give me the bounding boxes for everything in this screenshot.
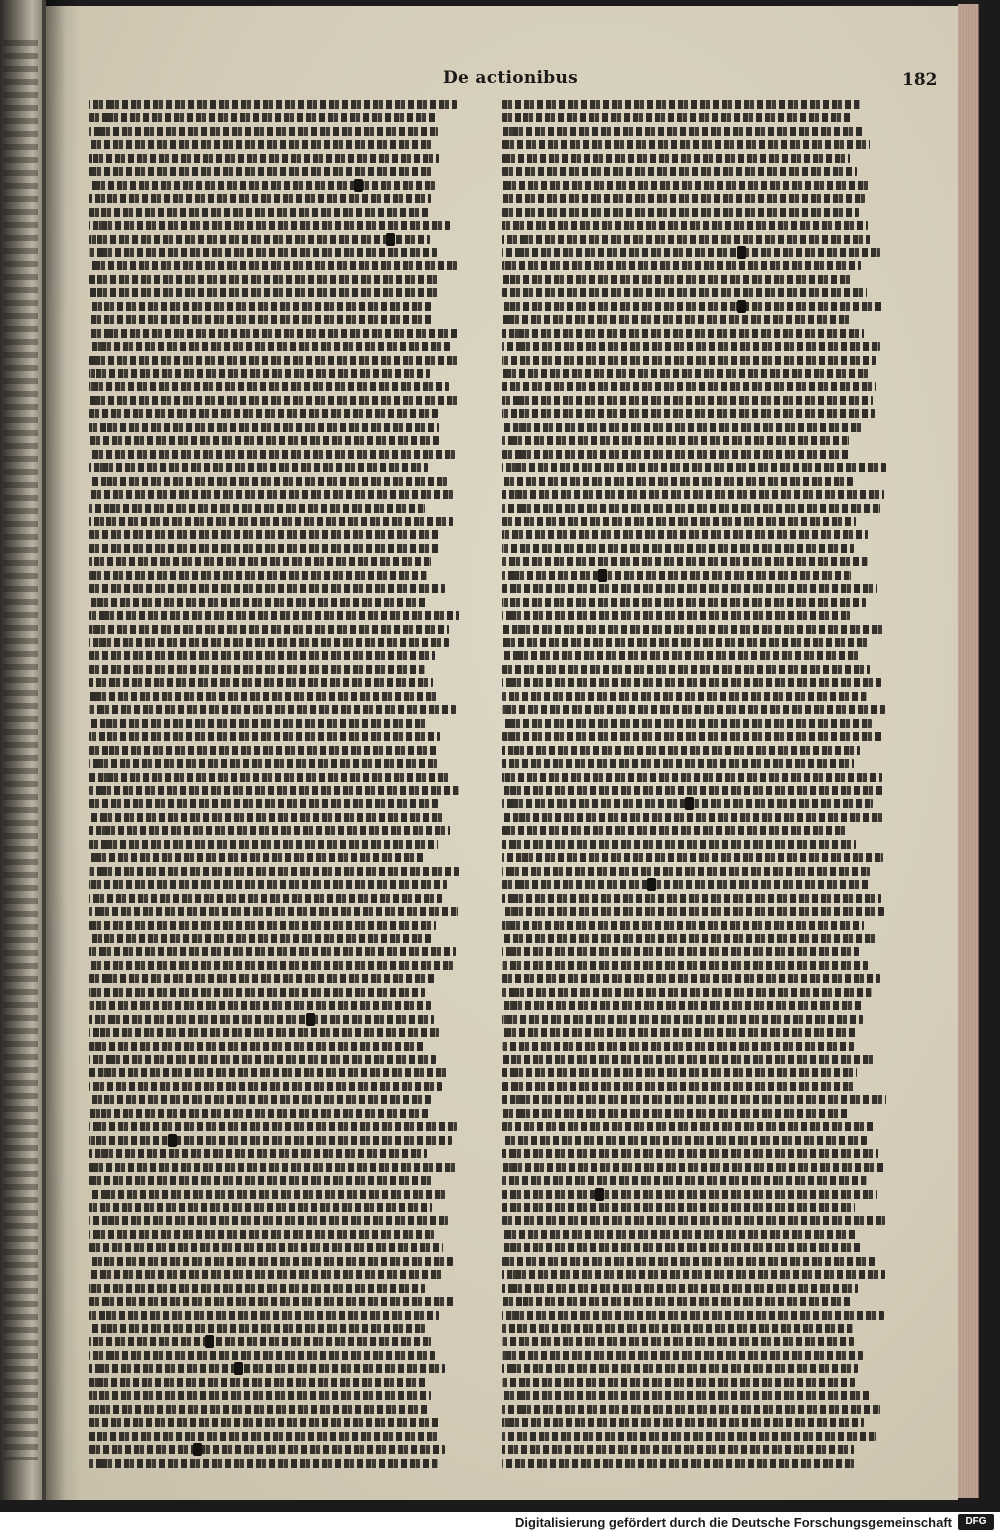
- text-line: [89, 490, 453, 499]
- text-line: [89, 1028, 439, 1037]
- text-line: [89, 1055, 436, 1064]
- paragraph-mark-icon: [737, 246, 746, 259]
- text-line: [502, 786, 883, 795]
- text-line: [502, 1095, 886, 1104]
- text-line: [502, 1337, 854, 1346]
- text-line: [502, 194, 865, 203]
- text-line: [502, 275, 852, 284]
- text-line: [89, 221, 450, 230]
- paragraph-mark-icon: [647, 878, 656, 891]
- text-line: [502, 974, 880, 983]
- text-line: [502, 208, 859, 217]
- text-line: [502, 504, 880, 513]
- text-line: [502, 450, 851, 459]
- text-line: [89, 665, 425, 674]
- text-line: [89, 947, 456, 956]
- text-line: [89, 1068, 449, 1077]
- text-line: [89, 1324, 425, 1333]
- text-line: [89, 732, 440, 741]
- text-line: [89, 1190, 445, 1199]
- text-line: [502, 571, 851, 580]
- text-line: [89, 571, 427, 580]
- text-line: [502, 1445, 854, 1454]
- text-line: [89, 1297, 456, 1306]
- text-line: [502, 867, 870, 876]
- text-line: [502, 1082, 856, 1091]
- text-line: [89, 840, 438, 849]
- text-line: [502, 1364, 858, 1373]
- text-line: [89, 356, 460, 365]
- text-line: [89, 463, 428, 472]
- text-line: [89, 611, 459, 620]
- text-line: [502, 826, 848, 835]
- text-line: [502, 934, 876, 943]
- text-line: [502, 1459, 854, 1468]
- text-line: [89, 436, 439, 445]
- text-line: [502, 154, 850, 163]
- text-line: [89, 409, 438, 418]
- text-line: [89, 1445, 445, 1454]
- text-line: [89, 167, 434, 176]
- text-line: [502, 1378, 855, 1387]
- text-line: [89, 799, 438, 808]
- text-line: [502, 638, 869, 647]
- text-line: [502, 1243, 861, 1252]
- paragraph-mark-icon: [306, 1013, 315, 1026]
- text-line: [502, 947, 859, 956]
- text-line: [502, 113, 853, 122]
- text-line: [502, 1042, 854, 1051]
- footer-credit: Digitalisierung gefördert durch die Deutsche Forschungsgemeinschaft: [514, 1515, 952, 1530]
- text-line: [89, 1391, 431, 1400]
- text-line: [89, 1015, 434, 1024]
- text-line: [502, 127, 864, 136]
- text-line: [89, 880, 447, 889]
- facing-page-edge: [0, 0, 46, 1500]
- text-line: [502, 463, 886, 472]
- text-line: [502, 732, 884, 741]
- text-line: [89, 208, 431, 217]
- paragraph-mark-icon: [234, 1362, 243, 1375]
- text-line: [89, 719, 426, 728]
- paragraph-mark-icon: [737, 300, 746, 313]
- text-line: [89, 1432, 440, 1441]
- text-line: [502, 1257, 878, 1266]
- text-line: [89, 1042, 426, 1051]
- text-line: [502, 1176, 867, 1185]
- text-line: [502, 880, 871, 889]
- text-line: [502, 1284, 858, 1293]
- text-line: [502, 329, 864, 338]
- text-line: [89, 1364, 445, 1373]
- text-line: [502, 1418, 864, 1427]
- text-line: [89, 1257, 453, 1266]
- text-line: [89, 302, 431, 311]
- text-line: [89, 1351, 435, 1360]
- text-line: [502, 436, 849, 445]
- text-line: [502, 1136, 867, 1145]
- text-line: [502, 692, 867, 701]
- text-line: [502, 1055, 875, 1064]
- text-line: [502, 1324, 853, 1333]
- text-line: [502, 651, 859, 660]
- text-line: [502, 477, 853, 486]
- text-line: [502, 1391, 870, 1400]
- text-line: [89, 961, 453, 970]
- text-line: [502, 1028, 856, 1037]
- text-line: [502, 342, 880, 351]
- dfg-logo-label: DFG: [965, 1516, 987, 1527]
- text-line: [502, 1163, 885, 1172]
- text-line: [502, 1109, 849, 1118]
- paragraph-mark-icon: [354, 179, 363, 192]
- text-line: [89, 557, 431, 566]
- text-line: [502, 369, 870, 378]
- text-line: [502, 988, 872, 997]
- text-line: [89, 517, 453, 526]
- text-line: [502, 759, 854, 768]
- text-line: [89, 154, 439, 163]
- text-line: [502, 1149, 878, 1158]
- text-line: [502, 840, 856, 849]
- text-line: [502, 1311, 884, 1320]
- text-line: [502, 140, 870, 149]
- text-line: [502, 423, 862, 432]
- text-line: [89, 759, 437, 768]
- dfg-logo-icon: [958, 1514, 994, 1530]
- text-line: [502, 584, 877, 593]
- text-line: [89, 853, 424, 862]
- paragraph-mark-icon: [168, 1134, 177, 1147]
- text-line: [502, 625, 884, 634]
- text-line: [502, 261, 861, 270]
- facing-page-text: [4, 40, 38, 1460]
- text-line: [89, 1149, 427, 1158]
- text-line: [502, 248, 880, 257]
- text-line: [502, 167, 857, 176]
- text-line: [89, 261, 457, 270]
- text-line: [89, 705, 456, 714]
- text-line: [89, 342, 450, 351]
- text-line: [89, 1136, 452, 1145]
- text-line: [89, 786, 459, 795]
- text-line: [502, 705, 885, 714]
- text-line: [89, 692, 438, 701]
- text-line: [502, 221, 868, 230]
- text-line: [89, 921, 436, 930]
- text-line: [89, 638, 449, 647]
- text-line: [502, 382, 876, 391]
- text-line: [89, 544, 440, 553]
- text-line: [502, 1015, 863, 1024]
- text-line: [89, 396, 459, 405]
- text-line: [89, 275, 440, 284]
- text-line: [89, 1095, 431, 1104]
- text-line: [89, 1082, 442, 1091]
- text-line: [89, 181, 435, 190]
- paragraph-mark-icon: [598, 569, 607, 582]
- text-line: [89, 423, 439, 432]
- text-line: [89, 598, 426, 607]
- text-line: [89, 1122, 457, 1131]
- text-line: [502, 813, 883, 822]
- text-line: [502, 396, 873, 405]
- text-line: [89, 625, 449, 634]
- text-line: [502, 181, 870, 190]
- text-line: [502, 1122, 876, 1131]
- text-line: [89, 113, 438, 122]
- text-column-left: [89, 98, 461, 1470]
- text-line: [89, 1243, 443, 1252]
- text-line: [502, 598, 866, 607]
- paragraph-mark-icon: [193, 1443, 202, 1456]
- text-line: [502, 1270, 885, 1279]
- paragraph-mark-icon: [595, 1188, 604, 1201]
- text-line: [502, 1068, 857, 1077]
- text-line: [502, 746, 860, 755]
- text-line: [89, 194, 431, 203]
- text-line: [502, 1432, 876, 1441]
- text-line: [502, 235, 870, 244]
- text-line: [89, 651, 435, 660]
- text-line: [502, 719, 872, 728]
- text-line: [502, 921, 864, 930]
- text-line: [89, 530, 440, 539]
- text-line: [502, 961, 868, 970]
- text-line: [89, 867, 459, 876]
- text-line: [89, 100, 457, 109]
- paragraph-mark-icon: [386, 233, 395, 246]
- text-line: [89, 584, 445, 593]
- text-line: [89, 826, 450, 835]
- text-line: [89, 1284, 425, 1293]
- text-line: [502, 490, 884, 499]
- text-line: [502, 1001, 862, 1010]
- text-line: [89, 746, 439, 755]
- text-line: [502, 1190, 877, 1199]
- text-line: [89, 369, 430, 378]
- text-line: [502, 894, 881, 903]
- text-line: [502, 517, 856, 526]
- text-line: [89, 504, 425, 513]
- text-line: [89, 1378, 428, 1387]
- text-line: [89, 1459, 438, 1468]
- text-line: [502, 665, 870, 674]
- paragraph-mark-icon: [685, 797, 694, 810]
- text-line: [502, 409, 875, 418]
- text-line: [89, 127, 438, 136]
- text-line: [89, 907, 458, 916]
- text-line: [502, 530, 868, 539]
- text-line: [89, 288, 439, 297]
- text-line: [89, 235, 430, 244]
- text-line: [502, 1297, 852, 1306]
- text-line: [89, 315, 432, 324]
- text-line: [89, 813, 443, 822]
- text-line: [89, 1405, 430, 1414]
- text-line: [89, 1418, 440, 1427]
- text-line: [89, 1001, 431, 1010]
- text-line: [502, 1216, 885, 1225]
- running-head: De actionibus: [443, 68, 579, 88]
- text-line: [89, 1176, 434, 1185]
- text-line: [502, 356, 876, 365]
- text-line: [502, 557, 868, 566]
- text-line: [89, 329, 458, 338]
- text-line: [502, 1405, 880, 1414]
- text-line: [89, 1337, 431, 1346]
- text-line: [89, 1109, 430, 1118]
- text-line: [502, 1203, 855, 1212]
- folio-number: 182: [902, 70, 938, 90]
- text-line: [502, 1351, 863, 1360]
- text-line: [89, 988, 425, 997]
- text-line: [502, 907, 884, 916]
- text-column-right: [502, 98, 886, 1470]
- paragraph-mark-icon: [205, 1335, 214, 1348]
- text-line: [502, 678, 881, 687]
- text-line: [89, 477, 447, 486]
- text-line: [89, 678, 433, 687]
- text-line: [89, 1163, 458, 1172]
- text-line: [502, 315, 851, 324]
- text-line: [502, 611, 850, 620]
- text-line: [502, 853, 883, 862]
- text-line: [502, 100, 860, 109]
- text-line: [89, 140, 432, 149]
- text-line: [89, 1203, 432, 1212]
- text-line: [89, 1270, 442, 1279]
- page-fore-edge: [958, 4, 979, 1498]
- text-line: [89, 248, 437, 257]
- text-line: [89, 934, 431, 943]
- text-line: [89, 773, 451, 782]
- text-line: [502, 302, 882, 311]
- text-line: [502, 1230, 856, 1239]
- text-line: [89, 1230, 434, 1239]
- text-line: [89, 974, 437, 983]
- text-line: [89, 894, 442, 903]
- text-line: [502, 773, 882, 782]
- text-line: [89, 382, 449, 391]
- text-line: [502, 288, 867, 297]
- text-line: [89, 1311, 439, 1320]
- text-line: [89, 1216, 448, 1225]
- text-line: [89, 450, 455, 459]
- text-line: [502, 544, 854, 553]
